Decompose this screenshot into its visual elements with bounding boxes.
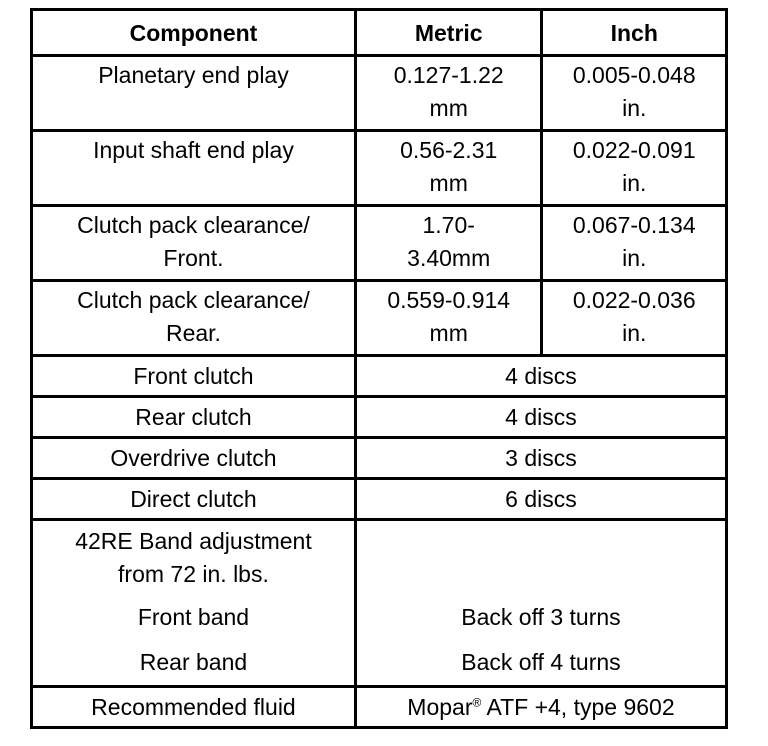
component-line: Planetary end play [98,62,289,88]
fluid-value-cell [355,687,726,728]
component-cell: Recommended fluid [32,687,356,728]
inch-line: 0.005-0.048 [572,62,696,88]
component-cell: Direct clutch [32,479,356,520]
metric-cell [355,131,542,206]
metric-line: mm [429,95,468,121]
inch-line: in. [622,95,647,121]
table-row [32,479,727,520]
metric-cell [355,206,542,281]
rear-band-label: Rear band [139,649,248,675]
band-value-cell [355,520,726,687]
component-cell: Overdrive clutch [32,438,356,479]
inch-line: 0.067-0.134 [572,212,696,238]
inch-line: 0.022-0.091 [572,137,696,163]
table-row [32,397,727,438]
specifications-table [30,8,728,729]
header-component: Component [32,10,356,56]
metric-line: 1.70- [422,212,475,238]
component-line: Front. [163,245,224,271]
band-adjustment-cell [32,520,356,687]
band-title-line: 42RE Band adjustment [75,528,312,554]
metric-line: 0.127-1.22 [393,62,504,88]
inch-line: in. [622,245,647,271]
component-line: Clutch pack clearance/ [77,287,310,313]
inch-cell [542,131,727,206]
registered-mark: ® [472,695,482,710]
table-row [32,438,727,479]
table-row [32,520,727,687]
table-row [32,56,727,131]
component-cell: Rear clutch [32,397,356,438]
component-cell [32,56,356,131]
front-band-value: Back off 3 turns [461,604,621,630]
metric-line: mm [429,170,468,196]
metric-line: 0.559-0.914 [387,287,511,313]
header-row [32,10,727,56]
component-cell: Front clutch [32,356,356,397]
header-metric: Metric [355,10,542,56]
metric-line: 0.56-2.31 [400,137,498,163]
inch-line: in. [622,320,647,346]
table-row [32,131,727,206]
front-band-label: Front band [137,604,250,630]
band-spacer [361,525,721,591]
value-cell: 4 discs [355,397,726,438]
rear-band-value: Back off 4 turns [461,649,621,675]
inch-cell [542,56,727,131]
value-cell: 4 discs [355,356,726,397]
metric-line: 3.40mm [407,245,491,271]
band-title-line: from 72 in. lbs. [118,561,269,587]
table-row [32,281,727,356]
table-row [32,687,727,728]
value-cell: 6 discs [355,479,726,520]
inch-line: in. [622,170,647,196]
component-line: Input shaft end play [93,137,294,163]
inch-cell [542,281,727,356]
component-line: Clutch pack clearance/ [77,212,310,238]
metric-cell [355,56,542,131]
fluid-brand: Mopar [407,694,473,720]
component-cell [32,131,356,206]
component-line: Rear. [165,320,221,346]
fluid-spec: ATF +4, type 9602 [481,694,675,720]
metric-line: mm [429,320,468,346]
table-row [32,356,727,397]
component-cell [32,281,356,356]
value-cell: 3 discs [355,438,726,479]
table-row [32,206,727,281]
component-cell [32,206,356,281]
header-inch: Inch [542,10,727,56]
inch-cell [542,206,727,281]
inch-line: 0.022-0.036 [572,287,696,313]
metric-cell [355,281,542,356]
